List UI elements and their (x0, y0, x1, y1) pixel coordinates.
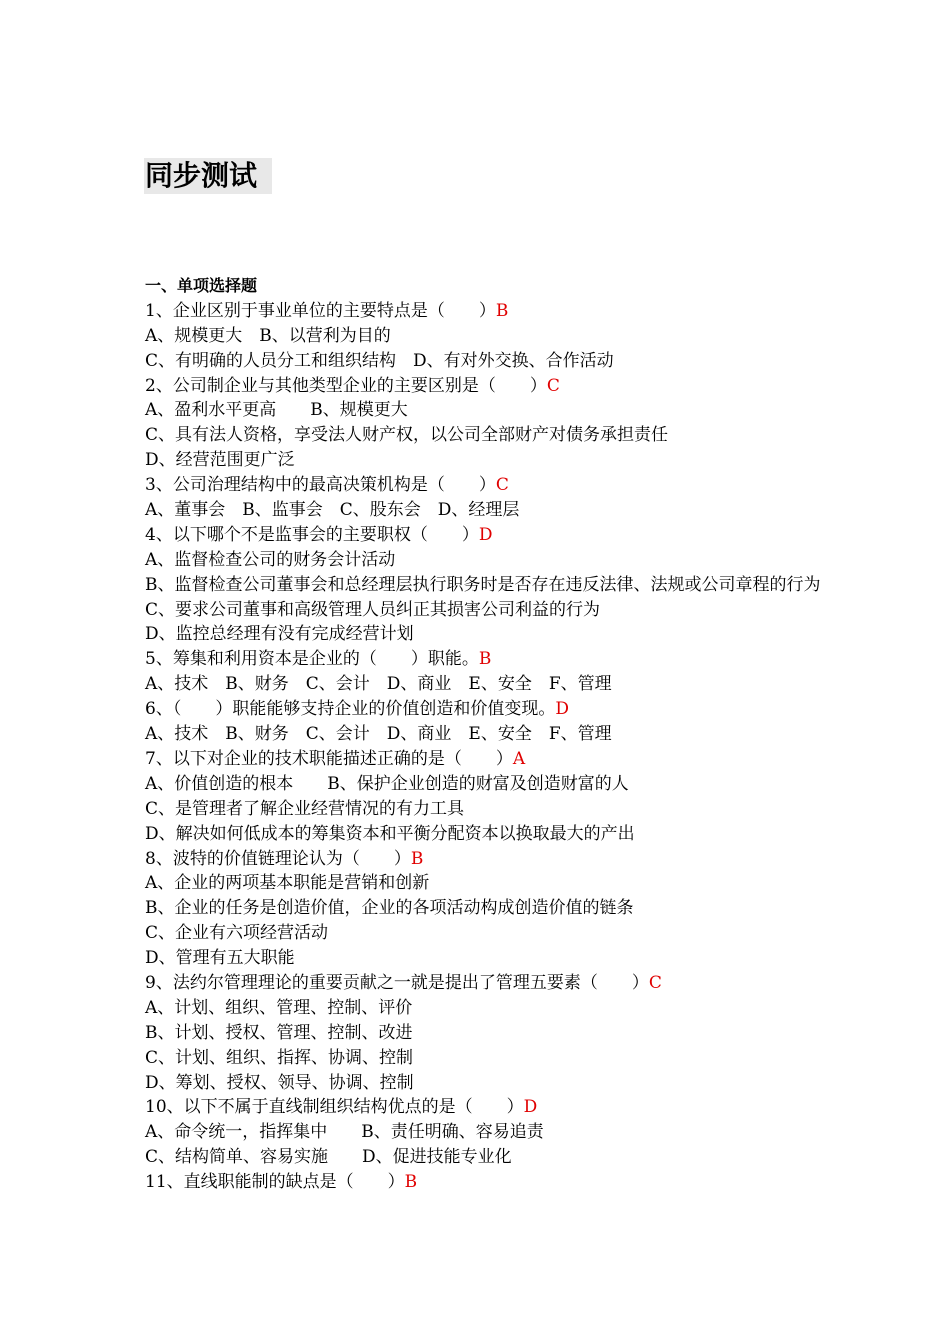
line-text: B、监督检查公司董事会和总经理层执行职务时是否存在违反法律、法规或公司章程的行为 (145, 574, 821, 595)
line-text: A、董事会 B、监事会 C、股东会 D、经理层 (145, 500, 520, 521)
line-text: C、有明确的人员分工和组织结构 D、有对外交换、合作活动 (145, 350, 614, 371)
option-line (145, 996, 825, 1021)
line-text: A、命令统一，指挥集中 B、责任明确、容易追责 (145, 1122, 544, 1143)
option-line (145, 871, 825, 896)
option-line (145, 1071, 825, 1096)
option-line (145, 772, 825, 797)
line-text: A、价值创造的根本 B、保护企业创造的财富及创造财富的人 (145, 773, 629, 794)
option-line (145, 324, 825, 349)
option-line (145, 548, 825, 573)
option-line (145, 797, 825, 822)
line-text: B、企业的任务是创造价值，企业的各项活动构成创造价值的链条 (145, 898, 634, 919)
line-text: A、技术 B、财务 C、会计 D、商业 E、安全 F、管理 (145, 674, 612, 695)
question-line (145, 1095, 825, 1120)
question-line (145, 971, 825, 996)
answer-label: B (404, 1172, 418, 1193)
question-line (145, 299, 825, 324)
line-text: 5、筹集和利用资本是企业的（ ）职能。 (145, 649, 479, 670)
answer-label: A (512, 748, 526, 769)
line-text: C、是管理者了解企业经营情况的有力工具 (145, 798, 465, 819)
line-text: 2、公司制企业与其他类型企业的主要区别是（ ） (145, 375, 547, 396)
line-text: D、解决如何低成本的筹集资本和平衡分配资本以换取最大的产出 (145, 823, 635, 844)
question-line (145, 847, 825, 872)
line-text: A、盈利水平更高 B、规模更大 (145, 400, 408, 421)
lines-container (145, 299, 825, 1195)
line-text: 3、公司治理结构中的最高决策机构是（ ） (145, 475, 496, 496)
answer-label: B (478, 649, 492, 670)
line-text: D、经营范围更广泛 (145, 450, 295, 471)
question-line (145, 747, 825, 772)
line-text: C、具有法人资格，享受法人财产权，以公司全部财产对债务承担责任 (145, 425, 669, 446)
option-line (145, 598, 825, 623)
line-text: A、计划、组织、管理、控制、评价 (145, 997, 413, 1018)
question-line (145, 473, 825, 498)
section-heading: 一、单项选择题 (145, 276, 258, 295)
line-text: 11、直线职能制的缺点是（ ） (145, 1172, 405, 1193)
answer-label: C (648, 972, 662, 993)
answer-label: B (495, 300, 509, 321)
line-text: C、要求公司董事和高级管理人员纠正其损害公司利益的行为 (145, 599, 601, 620)
page-title: 同步测试 (144, 158, 272, 194)
answer-label: B (410, 848, 424, 869)
option-line (145, 1021, 825, 1046)
answer-label: C (495, 475, 509, 496)
line-text: A、企业的两项基本职能是营销和创新 (145, 873, 430, 894)
line-text: A、规模更大 B、以营利为目的 (145, 325, 391, 346)
option-line (145, 349, 825, 374)
answer-label: D (478, 524, 493, 545)
option-line (145, 946, 825, 971)
question-line (145, 1170, 825, 1195)
question-line (145, 374, 825, 399)
option-line (145, 573, 825, 598)
answer-label: D (523, 1097, 538, 1118)
option-line (145, 1046, 825, 1071)
option-line (145, 423, 825, 448)
line-text: 8、波特的价值链理论认为（ ） (145, 848, 411, 869)
question-list (145, 274, 825, 1195)
option-line (145, 622, 825, 647)
line-text: D、管理有五大职能 (145, 948, 295, 969)
answer-label: C (546, 375, 560, 396)
option-line (145, 921, 825, 946)
line-text: A、技术 B、财务 C、会计 D、商业 E、安全 F、管理 (145, 724, 612, 745)
option-line (145, 448, 825, 473)
option-line (145, 1145, 825, 1170)
option-line (145, 896, 825, 921)
line-text: 1、企业区别于事业单位的主要特点是（ ） (145, 300, 496, 321)
line-text: C、企业有六项经营活动 (145, 923, 329, 944)
option-line (145, 498, 825, 523)
line-text: 9、法约尔管理理论的重要贡献之一就是提出了管理五要素（ ） (145, 972, 649, 993)
answer-label: D (555, 699, 569, 720)
question-line (145, 697, 825, 722)
question-line (145, 523, 825, 548)
question-line (145, 647, 825, 672)
line-text: 7、以下对企业的技术职能描述正确的是（ ） (145, 748, 513, 769)
option-line (145, 672, 825, 697)
line-text: 4、以下哪个不是监事会的主要职权（ ） (145, 524, 479, 545)
line-text: A、监督检查公司的财务会计活动 (145, 549, 396, 570)
option-line (145, 398, 825, 423)
option-line (145, 1120, 825, 1145)
line-text: C、结构简单、容易实施 D、促进技能专业化 (145, 1147, 512, 1168)
line-text: D、监控总经理有没有完成经营计划 (145, 624, 414, 645)
line-text: D、筹划、授权、领导、协调、控制 (145, 1072, 414, 1093)
line-text: 10、以下不属于直线制组织结构优点的是（ ） (145, 1097, 524, 1118)
option-line (145, 822, 825, 847)
line-text: 6、（ ）职能能够支持企业的价值创造和价值变现。 (145, 699, 556, 720)
line-text: C、计划、组织、指挥、协调、控制 (145, 1047, 414, 1068)
option-line (145, 722, 825, 747)
line-text: B、计划、授权、管理、控制、改进 (145, 1022, 413, 1043)
